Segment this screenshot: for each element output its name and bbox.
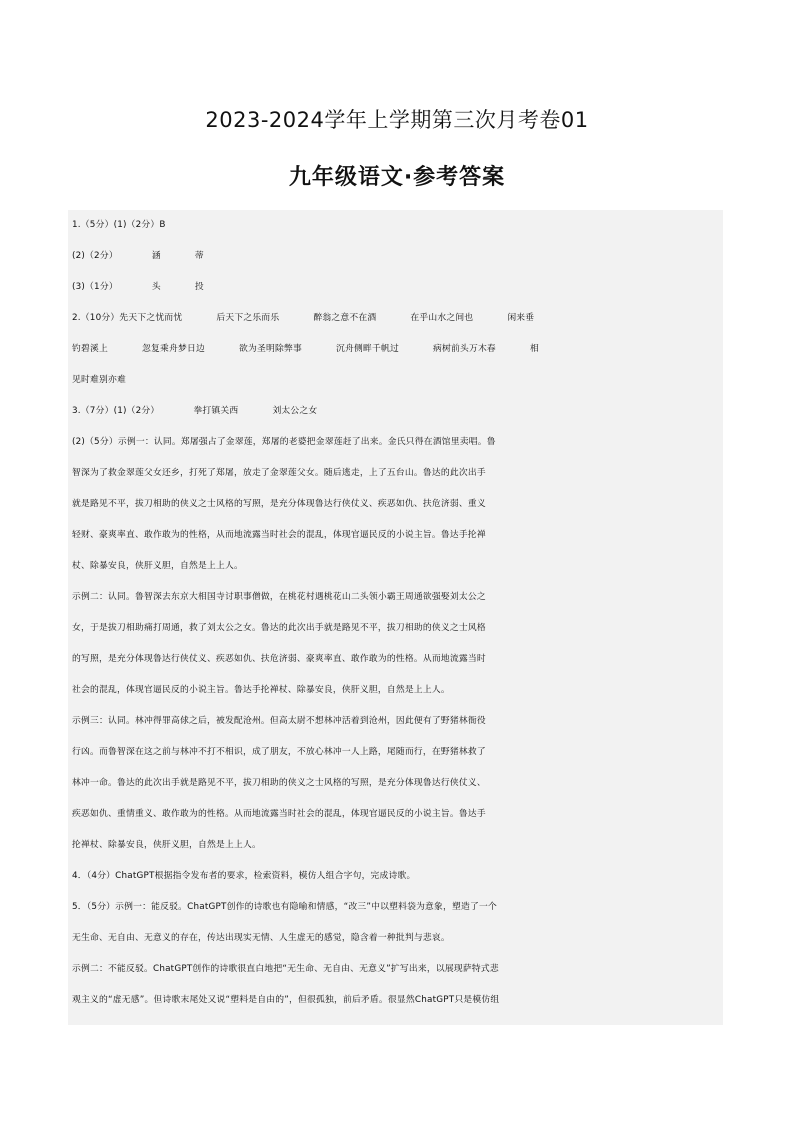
answer-text: 涵 — [151, 251, 161, 261]
answer-line: 示例二：认同。鲁智深去东京大相国寺讨职事僧做，在桃花村遇桃花山二头领小霸王周通欲强娶刘太公之 — [72, 592, 486, 602]
answer-line: 见时难别亦难 — [72, 375, 126, 385]
answer-line: 社会的混乱，体现官逼民反的小说主旨。鲁达手抡禅杖、除暴安良，侠肝义胆，自然是上上人。 — [72, 685, 450, 695]
answer-line — [68, 303, 723, 334]
answer-line: 女，于是拔刀相助痛打周通，救了刘太公之女。鲁达的此次出手就是路见不平，拔刀相助的侠义之士风格 — [72, 623, 486, 633]
document-subtitle: 九年级语文·参考答案 — [288, 165, 506, 190]
answer-text: 在乎山水之间也 — [410, 313, 474, 323]
answer-line: 智深为了救金翠莲父女还乡，打死了郑屠，放走了金翠莲父女。随后逃走，上了五台山。鲁达的此次出手 — [72, 468, 486, 478]
answer-line: (2)（5分）示例一：认同。郑屠强占了金翠莲，郑屠的老婆把金翠莲赶了出来。金氏只得在酒馆里卖唱。鲁 — [72, 437, 496, 447]
answer-line: 示例二：不能反驳。ChatGPT创作的诗歌很直白地把“无生命、无自由、无意义”扩写出来，以展现萨特式悲 — [72, 964, 499, 974]
answer-line: 示例三：认同。林冲得罪高俅之后，被发配沧州。但高太尉不想林冲活着到沧州，因此便有了野猪林衙役 — [72, 716, 486, 726]
answer-text: 拳打镇关西 — [193, 406, 239, 416]
answer-text: 闲来垂 — [507, 313, 535, 323]
answer-line: 疾恶如仇、重情重义、敢作敢为的性格。从而地流露当时社会的混乱，体现官逼民反的小说主旨。鲁达手 — [72, 809, 486, 819]
answer-line: 杖、除暴安良，侠肝义胆，自然是上上人。 — [72, 561, 243, 571]
answer-line: 轻财、豪爽率直、敢作敢为的性格，从而地流露当时社会的混乱，体现官逼民反的小说主旨。鲁达手抡禅 — [72, 530, 486, 540]
answer-line: 无生命、无自由、无意义的存在，传达出现实无情、人生虚无的感觉，隐含着一种批判与悲哀。 — [72, 933, 450, 943]
answer-line: 5．（5分）示例一：能反驳。ChatGPT创作的诗歌也有隐喻和情感，“改三”中以塑料袋为意象，塑造了一个 — [72, 902, 498, 912]
answer-line: 的写照，是充分体现鲁达行侠仗义、疾恶如仇、扶危济弱、豪爽率直、敢作敢为的性格。从而地流露当时 — [72, 654, 486, 664]
answer-text: 钓碧溪上 — [72, 344, 108, 354]
answer-line: 行凶。而鲁智深在这之前与林冲不打不相识，成了朋友，不放心林冲一人上路，尾随而行，在野猪林救了 — [72, 747, 486, 757]
answer-line: 1.（5分）(1)（2分）B — [72, 220, 166, 230]
answer-label: 3.（7分）(1)（2分） — [72, 406, 160, 416]
answer-line: 观主义的“虚无感”。但诗歌末尾处又说“塑料是自由的”，但很孤独，前后矛盾。很显然ChatGPT只是模仿组 — [72, 995, 500, 1005]
answer-line — [68, 396, 723, 427]
answer-text: 投 — [194, 282, 204, 292]
answer-label: (2)（2分） — [72, 251, 118, 261]
answer-text: 2.（10分）先天下之忧而忧 — [72, 313, 183, 323]
answer-line — [68, 272, 723, 303]
answer-line: 抡禅杖、除暴安良，侠肝义胆，自然是上上人。 — [72, 840, 261, 850]
answer-text: 忽复乘舟梦日边 — [142, 344, 205, 354]
answer-line: 4．（4分）ChatGPT根据指令发布者的要求，检索资料，模仿人组合字句，完成诗歌。 — [72, 871, 416, 881]
answer-text: 病树前头万木春 — [432, 344, 496, 354]
answer-text: 后天下之乐而乐 — [216, 313, 280, 323]
answer-text: 相 — [529, 344, 539, 354]
answer-content — [68, 210, 723, 1025]
document-title: 2023-2024学年上学期第三次月考卷01 — [205, 108, 589, 132]
answer-line: 林冲一命。鲁达的此次出手就是路见不平，拔刀相助的侠义之士风格的写照，是充分体现鲁达行侠仗义、 — [72, 778, 486, 788]
answer-line — [68, 241, 723, 272]
answer-text: 刘太公之女 — [272, 406, 318, 416]
answer-text: 头 — [151, 282, 161, 292]
answer-label: (3)（1分） — [72, 282, 118, 292]
answer-text: 醉翁之意不在酒 — [313, 313, 377, 323]
answer-line: 就是路见不平，拔刀相助的侠义之士风格的写照，是充分体现鲁达行侠仗义、疾恶如仇、扶危济弱、重义 — [72, 499, 486, 509]
answer-text: 欲为圣明除弊事 — [238, 344, 302, 354]
answer-text: 蒂 — [194, 251, 204, 261]
answer-line — [68, 334, 723, 365]
answer-text: 沉舟侧畔千帆过 — [335, 344, 399, 354]
